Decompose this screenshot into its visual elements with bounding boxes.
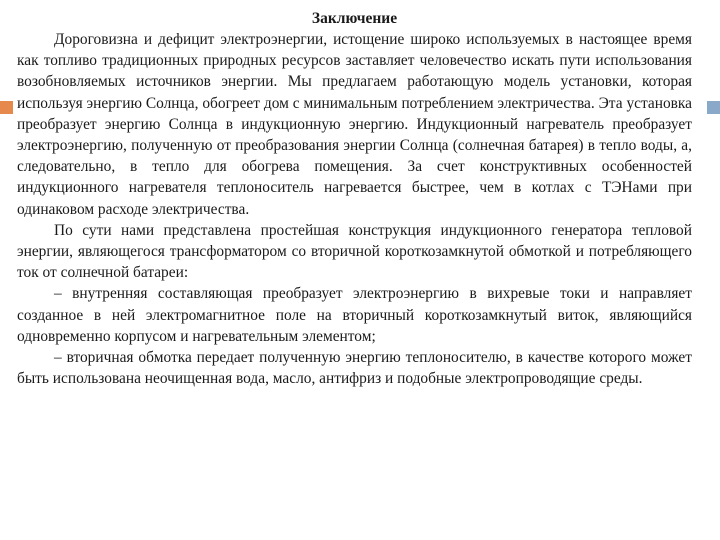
page-title: Заключение [311, 10, 398, 27]
paragraph-construction: По сути нами представлена простейшая конструкция индукционного генератора тепловой энергии, являющегося трансформатором со вторичной короткозамкнутой обмоткой и потребляющего ток от солнечной батареи: [17, 221, 692, 282]
document-body [17, 8, 692, 389]
slide-marker-right [707, 101, 720, 114]
paragraph-intro: Дороговизна и дефицит электроэнергии, истощение широко используемых в настоящее время как топливо традиционных природных ресурсов заставляет человечество искать пути использования возобновляемых источников энергии. Мы предлагаем работающую модель установки, которая используя энергию Солнца, обогреет дом с минимальным потреблением электричества. Эта установка преобразует энергию Солнца в индукционную энергию. Индукционный нагреватель преобразует электроэнергию, полученную от преобразования энергии Солнца (солнечная батарея) в тепло воды, а, следовательно, в тепло для обогрева помещения. За счет конструктивных особенностей индукционного нагревателя теплоноситель нагревается быстрее, чем в котлах с ТЭНами при одинаковом расходе электричества. [17, 31, 692, 218]
paragraph-secondary-winding: – вторичная обмотка передает полученную энергию теплоносителю, в качестве которого может быть использована неочищенная вода, масло, антифриз и подобные электропроводящие среды. [17, 349, 692, 388]
paragraph-internal-component: – внутренняя составляющая преобразует электроэнергию в вихревые токи и направляет созданное в ней электромагнитное поле на вторичный короткозамкнутый виток, являющийся одновременно корпусом и нагревательным элементом; [17, 285, 692, 345]
slide-marker-left [0, 101, 13, 114]
